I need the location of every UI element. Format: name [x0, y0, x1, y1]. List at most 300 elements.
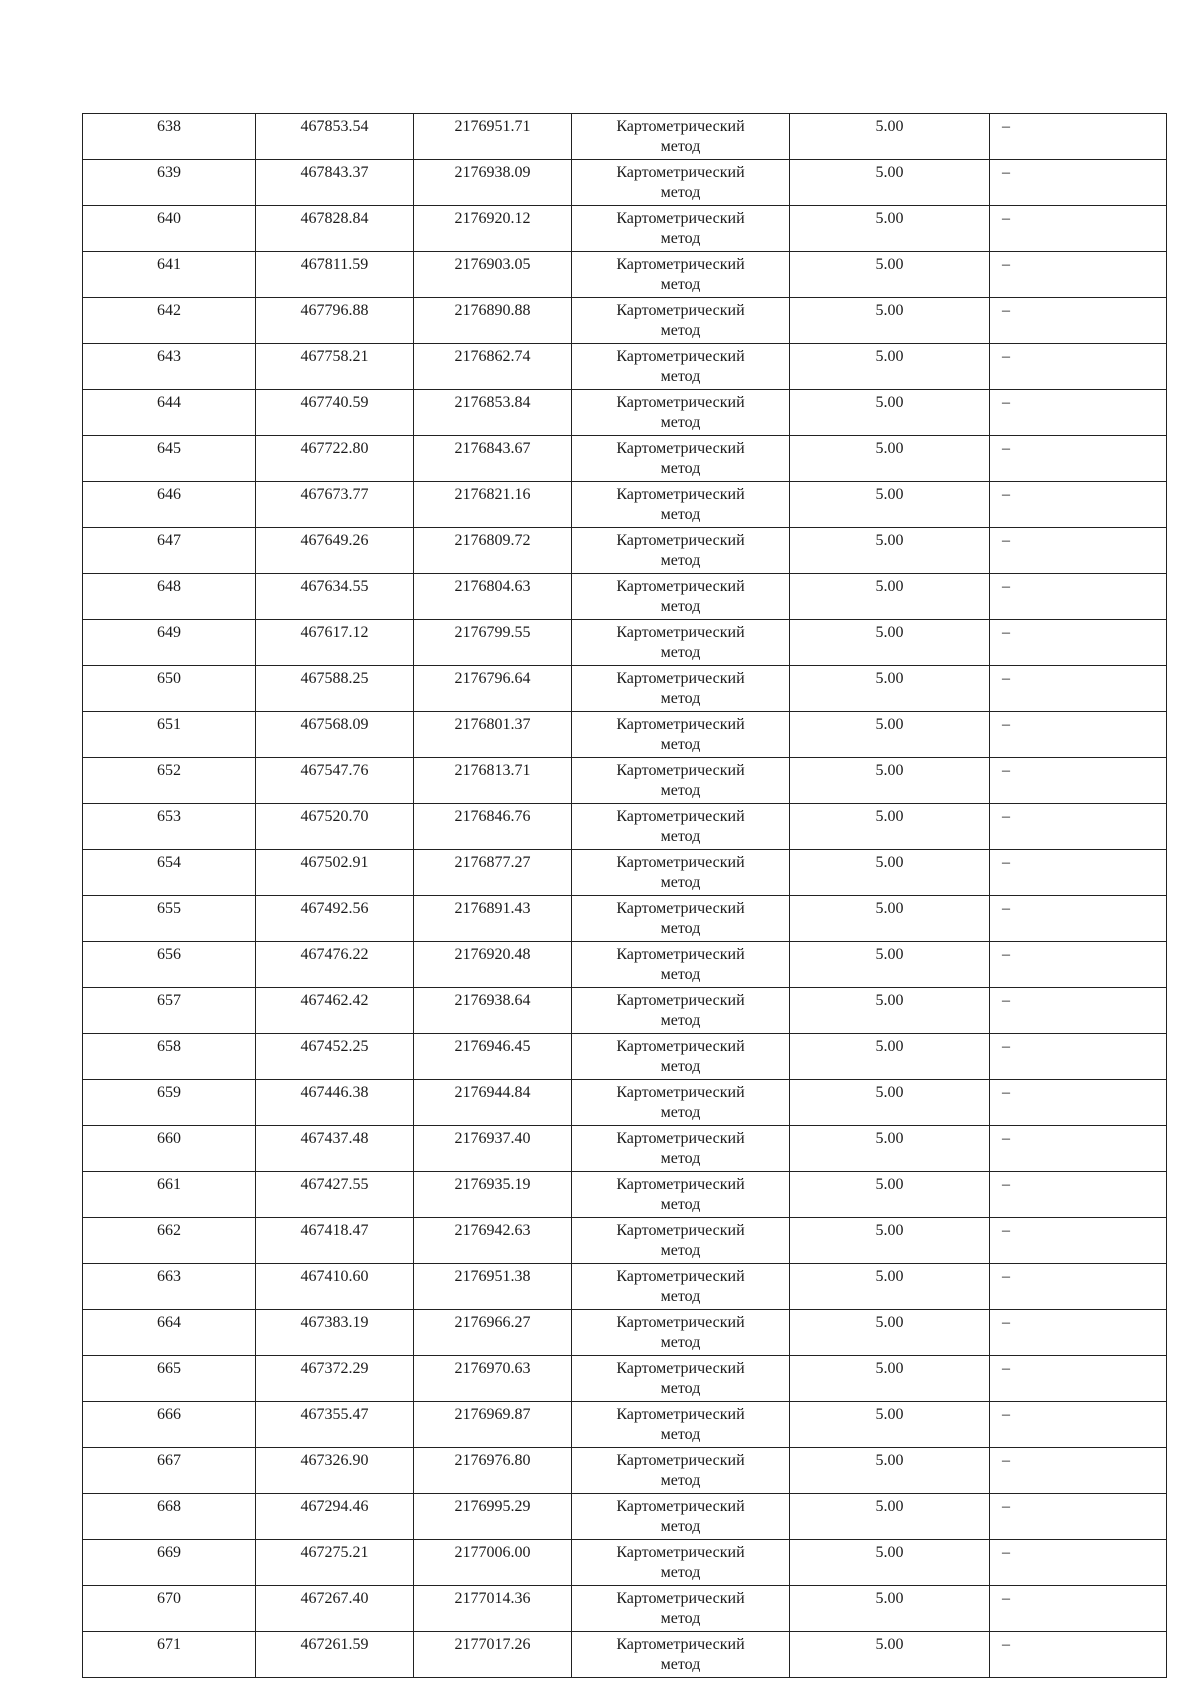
- y-coordinate-cell: 2176946.45: [414, 1034, 572, 1080]
- table-row: [83, 574, 1167, 620]
- x-coordinate-cell: 467673.77: [256, 482, 414, 528]
- note-cell: –: [990, 988, 1167, 1034]
- accuracy-cell: 5.00: [790, 390, 990, 436]
- method-line-1: Картометрический: [616, 1084, 745, 1101]
- accuracy-cell: 5.00: [790, 1264, 990, 1310]
- point-number-cell: 669: [83, 1540, 256, 1586]
- method-line-1: Картометрический: [616, 302, 745, 319]
- table-row: [83, 1034, 1167, 1080]
- note-cell: –: [990, 1080, 1167, 1126]
- method-line-2: метод: [660, 598, 701, 615]
- table-row: [83, 1264, 1167, 1310]
- method-line-1: Картометрический: [616, 1176, 745, 1193]
- method-line-1: Картометрический: [616, 992, 745, 1009]
- note-cell: –: [990, 1218, 1167, 1264]
- note-cell: –: [990, 804, 1167, 850]
- point-number-cell: 662: [83, 1218, 256, 1264]
- table-row: [83, 620, 1167, 666]
- x-coordinate-cell: 467418.47: [256, 1218, 414, 1264]
- y-coordinate-cell: 2176853.84: [414, 390, 572, 436]
- x-coordinate-cell: 467355.47: [256, 1402, 414, 1448]
- y-coordinate-cell: 2176813.71: [414, 758, 572, 804]
- point-number-cell: 639: [83, 160, 256, 206]
- method-line-2: метод: [660, 1150, 701, 1167]
- accuracy-cell: 5.00: [790, 666, 990, 712]
- note-cell: –: [990, 1034, 1167, 1080]
- method-line-2: метод: [660, 322, 701, 339]
- note-cell: –: [990, 1264, 1167, 1310]
- note-cell: –: [990, 482, 1167, 528]
- point-number-cell: 653: [83, 804, 256, 850]
- method-line-1: Картометрический: [616, 1452, 745, 1469]
- accuracy-cell: 5.00: [790, 620, 990, 666]
- method-cell: [572, 436, 790, 482]
- method-line-1: Картометрический: [616, 946, 745, 963]
- point-number-cell: 651: [83, 712, 256, 758]
- point-number-cell: 665: [83, 1356, 256, 1402]
- method-line-1: Картометрический: [616, 808, 745, 825]
- point-number-cell: 671: [83, 1632, 256, 1678]
- table-row: [83, 942, 1167, 988]
- method-cell: [572, 942, 790, 988]
- note-cell: –: [990, 1448, 1167, 1494]
- point-number-cell: 658: [83, 1034, 256, 1080]
- note-cell: –: [990, 620, 1167, 666]
- method-line-2: метод: [660, 1656, 701, 1673]
- method-line-2: метод: [660, 1610, 701, 1627]
- point-number-cell: 643: [83, 344, 256, 390]
- method-line-2: метод: [660, 1472, 701, 1489]
- method-line-2: метод: [660, 1564, 701, 1581]
- note-cell: –: [990, 1494, 1167, 1540]
- note-cell: –: [990, 252, 1167, 298]
- method-line-2: метод: [660, 276, 701, 293]
- method-line-1: Картометрический: [616, 256, 745, 273]
- method-line-2: метод: [660, 184, 701, 201]
- accuracy-cell: 5.00: [790, 942, 990, 988]
- note-cell: –: [990, 1310, 1167, 1356]
- method-cell: [572, 482, 790, 528]
- accuracy-cell: 5.00: [790, 1310, 990, 1356]
- point-number-cell: 655: [83, 896, 256, 942]
- accuracy-cell: 5.00: [790, 988, 990, 1034]
- method-line-1: Картометрический: [616, 624, 745, 641]
- method-line-1: Картометрический: [616, 118, 745, 135]
- x-coordinate-cell: 467446.38: [256, 1080, 414, 1126]
- y-coordinate-cell: 2177006.00: [414, 1540, 572, 1586]
- method-cell: [572, 206, 790, 252]
- point-number-cell: 657: [83, 988, 256, 1034]
- note-cell: –: [990, 436, 1167, 482]
- table-row: [83, 1218, 1167, 1264]
- note-cell: –: [990, 1540, 1167, 1586]
- x-coordinate-cell: 467492.56: [256, 896, 414, 942]
- point-number-cell: 670: [83, 1586, 256, 1632]
- table-row: [83, 850, 1167, 896]
- method-line-2: метод: [660, 1196, 701, 1213]
- method-line-1: Картометрический: [616, 532, 745, 549]
- accuracy-cell: 5.00: [790, 1586, 990, 1632]
- table-row: [83, 206, 1167, 252]
- table-row: [83, 298, 1167, 344]
- point-number-cell: 654: [83, 850, 256, 896]
- table-row: [83, 436, 1167, 482]
- method-line-2: метод: [660, 828, 701, 845]
- note-cell: –: [990, 712, 1167, 758]
- y-coordinate-cell: 2176799.55: [414, 620, 572, 666]
- y-coordinate-cell: 2176809.72: [414, 528, 572, 574]
- note-cell: –: [990, 206, 1167, 252]
- table-row: [83, 1310, 1167, 1356]
- x-coordinate-cell: 467427.55: [256, 1172, 414, 1218]
- method-cell: [572, 1540, 790, 1586]
- method-line-1: Картометрический: [616, 670, 745, 687]
- accuracy-cell: 5.00: [790, 1540, 990, 1586]
- method-cell: [572, 1034, 790, 1080]
- y-coordinate-cell: 2176944.84: [414, 1080, 572, 1126]
- method-line-1: Картометрический: [616, 578, 745, 595]
- point-number-cell: 663: [83, 1264, 256, 1310]
- table-row: [83, 666, 1167, 712]
- accuracy-cell: 5.00: [790, 1632, 990, 1678]
- y-coordinate-cell: 2176843.67: [414, 436, 572, 482]
- method-line-2: метод: [660, 1242, 701, 1259]
- point-number-cell: 649: [83, 620, 256, 666]
- y-coordinate-cell: 2176937.40: [414, 1126, 572, 1172]
- accuracy-cell: 5.00: [790, 896, 990, 942]
- x-coordinate-cell: 467649.26: [256, 528, 414, 574]
- table-row: [83, 1540, 1167, 1586]
- method-line-2: метод: [660, 368, 701, 385]
- y-coordinate-cell: 2176938.64: [414, 988, 572, 1034]
- note-cell: –: [990, 390, 1167, 436]
- point-number-cell: 642: [83, 298, 256, 344]
- note-cell: –: [990, 1632, 1167, 1678]
- method-line-2: метод: [660, 230, 701, 247]
- table-row: [83, 758, 1167, 804]
- accuracy-cell: 5.00: [790, 1494, 990, 1540]
- note-cell: –: [990, 344, 1167, 390]
- y-coordinate-cell: 2177014.36: [414, 1586, 572, 1632]
- x-coordinate-cell: 467520.70: [256, 804, 414, 850]
- y-coordinate-cell: 2176846.76: [414, 804, 572, 850]
- method-line-1: Картометрический: [616, 440, 745, 457]
- accuracy-cell: 5.00: [790, 528, 990, 574]
- method-line-2: метод: [660, 1518, 701, 1535]
- table-row: [83, 114, 1167, 160]
- method-line-1: Картометрический: [616, 210, 745, 227]
- method-cell: [572, 114, 790, 160]
- method-line-2: метод: [660, 460, 701, 477]
- accuracy-cell: 5.00: [790, 804, 990, 850]
- method-line-1: Картометрический: [616, 1406, 745, 1423]
- table-row: [83, 804, 1167, 850]
- method-cell: [572, 804, 790, 850]
- y-coordinate-cell: 2176920.48: [414, 942, 572, 988]
- x-coordinate-cell: 467275.21: [256, 1540, 414, 1586]
- point-number-cell: 644: [83, 390, 256, 436]
- point-number-cell: 640: [83, 206, 256, 252]
- method-line-1: Картометрический: [616, 486, 745, 503]
- method-cell: [572, 896, 790, 942]
- y-coordinate-cell: 2176890.88: [414, 298, 572, 344]
- x-coordinate-cell: 467634.55: [256, 574, 414, 620]
- method-cell: [572, 1448, 790, 1494]
- method-cell: [572, 574, 790, 620]
- y-coordinate-cell: 2176938.09: [414, 160, 572, 206]
- method-line-1: Картометрический: [616, 900, 745, 917]
- method-line-2: метод: [660, 1058, 701, 1075]
- y-coordinate-cell: 2176995.29: [414, 1494, 572, 1540]
- method-cell: [572, 712, 790, 758]
- table-row: [83, 252, 1167, 298]
- point-number-cell: 650: [83, 666, 256, 712]
- table-row: [83, 1448, 1167, 1494]
- accuracy-cell: 5.00: [790, 436, 990, 482]
- x-coordinate-cell: 467462.42: [256, 988, 414, 1034]
- y-coordinate-cell: 2176903.05: [414, 252, 572, 298]
- y-coordinate-cell: 2176804.63: [414, 574, 572, 620]
- accuracy-cell: 5.00: [790, 114, 990, 160]
- point-number-cell: 652: [83, 758, 256, 804]
- note-cell: –: [990, 1172, 1167, 1218]
- y-coordinate-cell: 2176862.74: [414, 344, 572, 390]
- accuracy-cell: 5.00: [790, 1356, 990, 1402]
- table-row: [83, 988, 1167, 1034]
- table-row: [83, 1632, 1167, 1678]
- method-cell: [572, 160, 790, 206]
- coordinates-table: [82, 113, 1167, 1678]
- point-number-cell: 659: [83, 1080, 256, 1126]
- y-coordinate-cell: 2176821.16: [414, 482, 572, 528]
- accuracy-cell: 5.00: [790, 1126, 990, 1172]
- x-coordinate-cell: 467568.09: [256, 712, 414, 758]
- method-line-1: Картометрический: [616, 1544, 745, 1561]
- method-line-1: Картометрический: [616, 1268, 745, 1285]
- x-coordinate-cell: 467828.84: [256, 206, 414, 252]
- method-line-2: метод: [660, 506, 701, 523]
- x-coordinate-cell: 467796.88: [256, 298, 414, 344]
- table-row: [83, 896, 1167, 942]
- method-cell: [572, 1310, 790, 1356]
- point-number-cell: 666: [83, 1402, 256, 1448]
- method-cell: [572, 1218, 790, 1264]
- x-coordinate-cell: 467261.59: [256, 1632, 414, 1678]
- note-cell: –: [990, 1402, 1167, 1448]
- table-row: [83, 1586, 1167, 1632]
- method-line-2: метод: [660, 736, 701, 753]
- accuracy-cell: 5.00: [790, 758, 990, 804]
- point-number-cell: 656: [83, 942, 256, 988]
- method-cell: [572, 344, 790, 390]
- point-number-cell: 668: [83, 1494, 256, 1540]
- method-line-1: Картометрический: [616, 1130, 745, 1147]
- accuracy-cell: 5.00: [790, 344, 990, 390]
- x-coordinate-cell: 467843.37: [256, 160, 414, 206]
- y-coordinate-cell: 2176969.87: [414, 1402, 572, 1448]
- method-cell: [572, 1586, 790, 1632]
- method-line-2: метод: [660, 966, 701, 983]
- point-number-cell: 645: [83, 436, 256, 482]
- y-coordinate-cell: 2176877.27: [414, 850, 572, 896]
- method-line-1: Картометрический: [616, 1360, 745, 1377]
- note-cell: –: [990, 666, 1167, 712]
- point-number-cell: 638: [83, 114, 256, 160]
- y-coordinate-cell: 2176942.63: [414, 1218, 572, 1264]
- method-cell: [572, 1172, 790, 1218]
- method-cell: [572, 758, 790, 804]
- method-cell: [572, 850, 790, 896]
- method-cell: [572, 1264, 790, 1310]
- table-row: [83, 160, 1167, 206]
- note-cell: –: [990, 758, 1167, 804]
- method-line-2: метод: [660, 1104, 701, 1121]
- method-line-2: метод: [660, 690, 701, 707]
- method-line-1: Картометрический: [616, 762, 745, 779]
- accuracy-cell: 5.00: [790, 206, 990, 252]
- note-cell: –: [990, 896, 1167, 942]
- method-line-2: метод: [660, 552, 701, 569]
- point-number-cell: 667: [83, 1448, 256, 1494]
- table-row: [83, 1356, 1167, 1402]
- table-row: [83, 528, 1167, 574]
- method-line-1: Картометрический: [616, 1038, 745, 1055]
- x-coordinate-cell: 467588.25: [256, 666, 414, 712]
- accuracy-cell: 5.00: [790, 1448, 990, 1494]
- note-cell: –: [990, 850, 1167, 896]
- method-line-2: метод: [660, 1380, 701, 1397]
- x-coordinate-cell: 467437.48: [256, 1126, 414, 1172]
- method-cell: [572, 1402, 790, 1448]
- method-cell: [572, 298, 790, 344]
- method-cell: [572, 620, 790, 666]
- x-coordinate-cell: 467502.91: [256, 850, 414, 896]
- method-cell: [572, 1632, 790, 1678]
- method-cell: [572, 252, 790, 298]
- accuracy-cell: 5.00: [790, 1080, 990, 1126]
- table-row: [83, 1402, 1167, 1448]
- method-line-1: Картометрический: [616, 1590, 745, 1607]
- y-coordinate-cell: 2176951.38: [414, 1264, 572, 1310]
- method-line-1: Картометрический: [616, 394, 745, 411]
- method-line-2: метод: [660, 644, 701, 661]
- method-line-1: Картометрический: [616, 1314, 745, 1331]
- note-cell: –: [990, 1586, 1167, 1632]
- accuracy-cell: 5.00: [790, 252, 990, 298]
- x-coordinate-cell: 467294.46: [256, 1494, 414, 1540]
- x-coordinate-cell: 467372.29: [256, 1356, 414, 1402]
- note-cell: –: [990, 528, 1167, 574]
- method-line-2: метод: [660, 1426, 701, 1443]
- y-coordinate-cell: 2176796.64: [414, 666, 572, 712]
- y-coordinate-cell: 2176801.37: [414, 712, 572, 758]
- x-coordinate-cell: 467740.59: [256, 390, 414, 436]
- method-cell: [572, 528, 790, 574]
- x-coordinate-cell: 467547.76: [256, 758, 414, 804]
- method-line-1: Картометрический: [616, 716, 745, 733]
- accuracy-cell: 5.00: [790, 1402, 990, 1448]
- x-coordinate-cell: 467853.54: [256, 114, 414, 160]
- method-line-2: метод: [660, 874, 701, 891]
- y-coordinate-cell: 2176891.43: [414, 896, 572, 942]
- accuracy-cell: 5.00: [790, 1034, 990, 1080]
- accuracy-cell: 5.00: [790, 160, 990, 206]
- x-coordinate-cell: 467476.22: [256, 942, 414, 988]
- method-cell: [572, 390, 790, 436]
- y-coordinate-cell: 2176935.19: [414, 1172, 572, 1218]
- x-coordinate-cell: 467383.19: [256, 1310, 414, 1356]
- x-coordinate-cell: 467452.25: [256, 1034, 414, 1080]
- point-number-cell: 664: [83, 1310, 256, 1356]
- method-line-2: метод: [660, 1012, 701, 1029]
- table-row: [83, 390, 1167, 436]
- note-cell: –: [990, 1356, 1167, 1402]
- method-cell: [572, 1356, 790, 1402]
- y-coordinate-cell: 2176976.80: [414, 1448, 572, 1494]
- note-cell: –: [990, 1126, 1167, 1172]
- accuracy-cell: 5.00: [790, 298, 990, 344]
- x-coordinate-cell: 467267.40: [256, 1586, 414, 1632]
- accuracy-cell: 5.00: [790, 574, 990, 620]
- accuracy-cell: 5.00: [790, 712, 990, 758]
- y-coordinate-cell: 2176920.12: [414, 206, 572, 252]
- x-coordinate-cell: 467617.12: [256, 620, 414, 666]
- accuracy-cell: 5.00: [790, 850, 990, 896]
- note-cell: –: [990, 298, 1167, 344]
- method-cell: [572, 1080, 790, 1126]
- y-coordinate-cell: 2176970.63: [414, 1356, 572, 1402]
- x-coordinate-cell: 467722.80: [256, 436, 414, 482]
- x-coordinate-cell: 467326.90: [256, 1448, 414, 1494]
- note-cell: –: [990, 574, 1167, 620]
- method-cell: [572, 988, 790, 1034]
- point-number-cell: 648: [83, 574, 256, 620]
- method-line-1: Картометрический: [616, 1636, 745, 1653]
- x-coordinate-cell: 467410.60: [256, 1264, 414, 1310]
- table-row: [83, 1080, 1167, 1126]
- point-number-cell: 647: [83, 528, 256, 574]
- point-number-cell: 646: [83, 482, 256, 528]
- point-number-cell: 641: [83, 252, 256, 298]
- method-line-1: Картометрический: [616, 164, 745, 181]
- x-coordinate-cell: 467811.59: [256, 252, 414, 298]
- note-cell: –: [990, 160, 1167, 206]
- method-line-1: Картометрический: [616, 1222, 745, 1239]
- coordinates-table-body: [83, 114, 1167, 1678]
- y-coordinate-cell: 2176966.27: [414, 1310, 572, 1356]
- method-cell: [572, 1494, 790, 1540]
- table-row: [83, 1494, 1167, 1540]
- point-number-cell: 661: [83, 1172, 256, 1218]
- accuracy-cell: 5.00: [790, 482, 990, 528]
- method-line-2: метод: [660, 1288, 701, 1305]
- accuracy-cell: 5.00: [790, 1218, 990, 1264]
- table-row: [83, 482, 1167, 528]
- table-row: [83, 712, 1167, 758]
- method-line-2: метод: [660, 138, 701, 155]
- method-line-1: Картометрический: [616, 348, 745, 365]
- method-line-2: метод: [660, 782, 701, 799]
- y-coordinate-cell: 2177017.26: [414, 1632, 572, 1678]
- note-cell: –: [990, 114, 1167, 160]
- method-line-2: метод: [660, 414, 701, 431]
- y-coordinate-cell: 2176951.71: [414, 114, 572, 160]
- accuracy-cell: 5.00: [790, 1172, 990, 1218]
- point-number-cell: 660: [83, 1126, 256, 1172]
- x-coordinate-cell: 467758.21: [256, 344, 414, 390]
- method-cell: [572, 666, 790, 712]
- table-row: [83, 1172, 1167, 1218]
